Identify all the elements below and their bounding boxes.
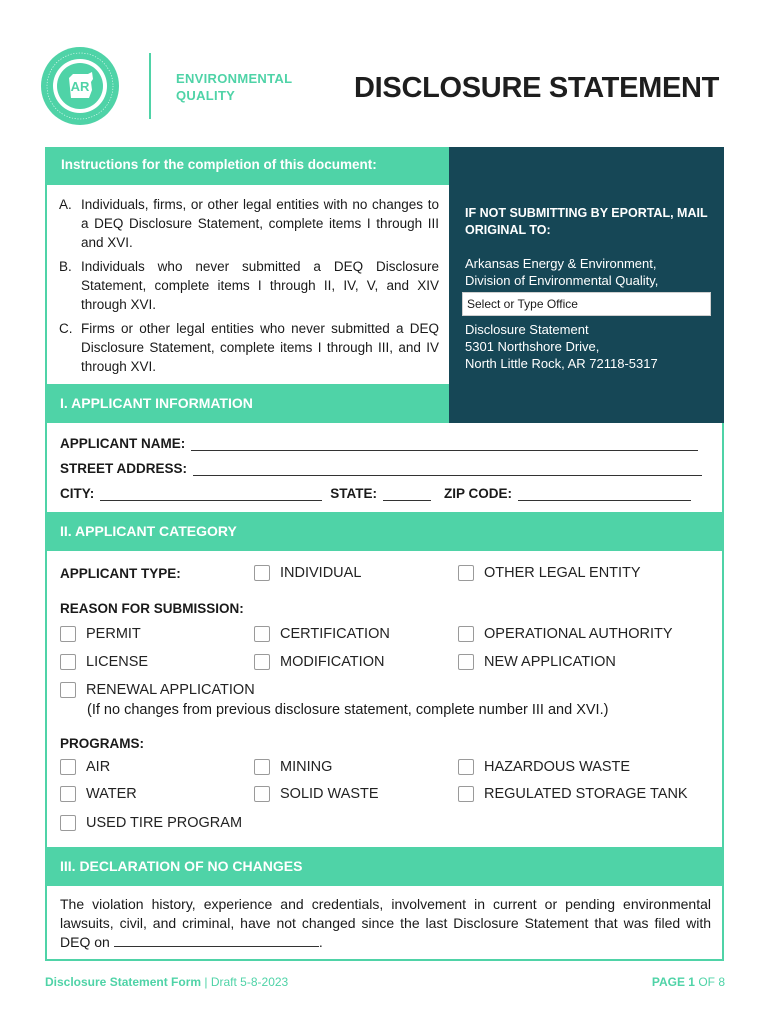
footer-page-word: PAGE	[651, 975, 685, 989]
page-header	[0, 0, 770, 145]
checkbox-label: USED TIRE PROGRAM	[86, 815, 243, 831]
checkbox-air[interactable]	[60, 759, 110, 775]
checkbox-other-legal-entity[interactable]	[458, 565, 641, 581]
instructions-heading: Instructions for the completion of this document:	[45, 147, 449, 185]
office-select-field[interactable]: Select or Type Office	[462, 292, 711, 316]
checkbox-label: SOLID WASTE	[280, 786, 379, 802]
mailing-heading: IF NOT SUBMITTING BY EPORTAL, MAIL ORIGINAL TO:	[465, 206, 708, 237]
checkbox-label: REGULATED STORAGE TANK	[484, 786, 688, 802]
checkbox-square[interactable]	[458, 565, 474, 581]
checkbox-individual[interactable]	[254, 565, 361, 581]
footer-separator: |	[201, 975, 211, 989]
applicant-type-label: APPLICANT TYPE:	[60, 566, 181, 581]
agency-seal-logo	[40, 46, 120, 126]
checkbox-solid-waste[interactable]	[254, 786, 379, 802]
checkbox-square[interactable]	[254, 626, 270, 642]
checkbox-square[interactable]	[254, 565, 270, 581]
checkbox-label: MODIFICATION	[280, 654, 385, 670]
programs-label: PROGRAMS:	[60, 736, 144, 751]
mailing-line-1: Arkansas Energy & Environment,	[465, 256, 657, 271]
checkbox-label: MINING	[280, 759, 333, 775]
checkbox-label: INDIVIDUAL	[280, 565, 362, 581]
declaration-date-field[interactable]	[114, 935, 319, 947]
state-field[interactable]	[383, 485, 431, 501]
instructions-list	[45, 185, 449, 376]
checkbox-square[interactable]	[60, 815, 76, 831]
checkbox-label: HAZARDOUS WASTE	[484, 759, 631, 775]
footer-page-num: 1	[688, 975, 695, 989]
checkbox-hazardous-waste[interactable]	[458, 759, 630, 775]
footer-draft: Draft 5-8-2023	[210, 975, 289, 989]
checkbox-label: WATER	[86, 786, 137, 802]
checkbox-label: AIR	[86, 759, 111, 775]
mailing-address-panel	[449, 147, 724, 423]
applicant-name-row	[60, 431, 698, 451]
checkbox-label: RENEWAL APPLICATION	[86, 682, 255, 698]
street-address-label: STREET ADDRESS:	[60, 461, 188, 476]
header-divider	[149, 53, 151, 119]
checkbox-used-tire-program[interactable]	[60, 815, 242, 831]
instruction-item	[59, 257, 439, 314]
agency-line-1: ENVIRONMENTAL	[176, 71, 293, 86]
checkbox-new-application[interactable]	[458, 654, 616, 670]
checkbox-square[interactable]	[60, 682, 76, 698]
street-address-row	[60, 456, 702, 476]
city-field[interactable]	[100, 485, 322, 501]
section-2-header: II. APPLICANT CATEGORY	[45, 512, 724, 551]
checkbox-square[interactable]	[254, 654, 270, 670]
checkbox-license[interactable]	[60, 654, 148, 670]
checkbox-square[interactable]	[60, 786, 76, 802]
instruction-text: Firms or other legal entities who never submitted a DEQ Disclosure Statement, complete items I through III, and IV through XVI.	[81, 321, 439, 374]
instruction-item	[59, 195, 439, 252]
checkbox-renewal-application[interactable]	[60, 682, 255, 698]
instructions-panel	[45, 147, 449, 392]
applicant-name-label: APPLICANT NAME:	[60, 436, 186, 451]
section-1-header: I. APPLICANT INFORMATION	[45, 384, 449, 423]
checkbox-square[interactable]	[458, 626, 474, 642]
checkbox-certification[interactable]	[254, 626, 390, 642]
declaration-text: The violation history, experience and credentials, involvement in current or pending environmental lawsuits, civil, and criminal, have not changed since the last Disclosure Statement that was filed with DEQ on	[60, 896, 711, 950]
mailing-line-4: 5301 Northshore Drive,	[465, 339, 600, 354]
applicant-name-field[interactable]	[191, 435, 698, 451]
checkbox-water[interactable]	[60, 786, 137, 802]
street-address-field[interactable]	[193, 460, 702, 476]
checkbox-square[interactable]	[60, 759, 76, 775]
agency-line-2: QUALITY	[176, 88, 236, 103]
checkbox-mining[interactable]	[254, 759, 332, 775]
checkbox-square[interactable]	[458, 786, 474, 802]
document-title: DISCLOSURE STATEMENT	[354, 72, 720, 104]
checkbox-square[interactable]	[254, 786, 270, 802]
agency-name	[176, 70, 292, 104]
checkbox-label: LICENSE	[86, 654, 149, 670]
checkbox-square[interactable]	[254, 759, 270, 775]
svg-text:AR: AR	[70, 79, 90, 94]
section-3-header: III. DECLARATION OF NO CHANGES	[45, 847, 724, 886]
footer-of-text: OF 8	[698, 975, 725, 989]
checkbox-square[interactable]	[60, 654, 76, 670]
renewal-note: (If no changes from previous disclosure statement, complete number III and XVI.)	[87, 702, 609, 718]
checkbox-square[interactable]	[60, 626, 76, 642]
state-label: STATE:	[330, 486, 377, 501]
checkbox-square[interactable]	[458, 654, 474, 670]
instruction-text: Individuals who never submitted a DEQ Disclosure Statement, complete items I through II, IV, V, and XIV through XVI.	[81, 259, 439, 312]
instruction-letter: C.	[59, 321, 73, 336]
footer-form-info	[45, 975, 288, 989]
declaration-end: .	[318, 934, 323, 950]
instruction-text: Individuals, firms, or other legal entities with no changes to a DEQ Disclosure Statement, complete items I through III and XVI.	[81, 197, 439, 250]
checkbox-label: NEW APPLICATION	[484, 654, 616, 670]
footer-page-number	[652, 975, 725, 989]
checkbox-permit[interactable]	[60, 626, 141, 642]
checkbox-label: CERTIFICATION	[280, 626, 390, 642]
footer-form-name: Disclosure Statement Form	[45, 975, 202, 989]
city-state-zip-row	[60, 481, 691, 501]
checkbox-regulated-storage-tank[interactable]	[458, 786, 688, 802]
instruction-letter: B.	[59, 259, 72, 274]
declaration-paragraph	[60, 895, 711, 952]
checkbox-modification[interactable]	[254, 654, 384, 670]
checkbox-label: PERMIT	[86, 626, 141, 642]
zip-label: ZIP CODE:	[444, 486, 513, 501]
reason-label: REASON FOR SUBMISSION:	[60, 601, 244, 616]
instruction-letter: A.	[59, 197, 72, 212]
mailing-line-5: North Little Rock, AR 72118-5317	[465, 356, 658, 371]
checkbox-square[interactable]	[458, 759, 474, 775]
instruction-item	[59, 319, 439, 376]
checkbox-label: OTHER LEGAL ENTITY	[484, 565, 641, 581]
mailing-line-2: Division of Environmental Quality,	[465, 273, 659, 288]
zip-field[interactable]	[518, 485, 691, 501]
mailing-line-3: Disclosure Statement	[465, 322, 589, 337]
checkbox-label: OPERATIONAL AUTHORITY	[484, 626, 673, 642]
checkbox-operational-authority[interactable]	[458, 626, 673, 642]
city-label: CITY:	[60, 486, 95, 501]
